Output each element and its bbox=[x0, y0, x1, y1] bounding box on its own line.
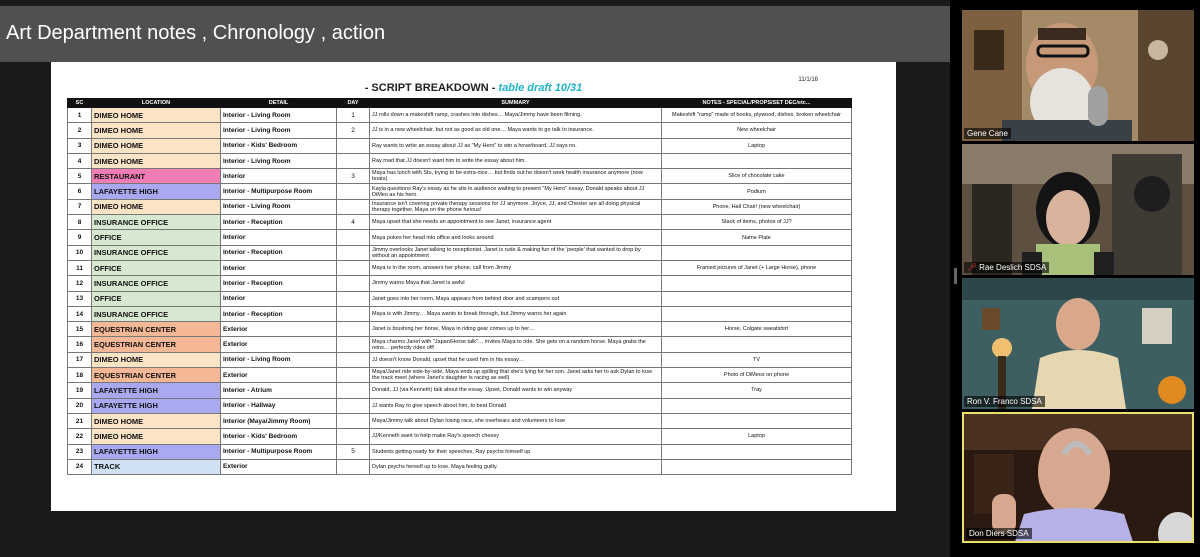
cell-loc: DIMEO HOME bbox=[92, 138, 221, 153]
cell-summary: Students getting ready for their speeches, Ray psychs himself up bbox=[370, 444, 662, 459]
cell-day bbox=[337, 429, 370, 444]
cell-notes: Tray bbox=[662, 383, 852, 398]
share-title-bar bbox=[0, 6, 950, 62]
participant-name-label: Ron V. Franco SDSA bbox=[964, 396, 1045, 407]
cell-detail: Interior bbox=[221, 169, 337, 184]
cell-detail: Interior - Living Room bbox=[221, 199, 337, 214]
cell-loc: EQUESTRIAN CENTER bbox=[92, 322, 221, 337]
cell-detail: Interior - Kids' Bedroom bbox=[221, 138, 337, 153]
cell-loc: DIMEO HOME bbox=[92, 413, 221, 428]
cell-detail: Interior - Reception bbox=[221, 245, 337, 260]
cell-notes: Makeshift "ramp" made of books, plywood, dishes, broken wheelchair bbox=[662, 108, 852, 123]
cell-loc: RESTAURANT bbox=[92, 169, 221, 184]
cell-sc: 10 bbox=[68, 245, 92, 260]
cell-day bbox=[337, 306, 370, 321]
cell-loc: DIMEO HOME bbox=[92, 352, 221, 367]
cell-summary: Janet is brushing her horse, Maya in riding gear comes up to her… bbox=[370, 322, 662, 337]
cell-day bbox=[337, 459, 370, 474]
cell-sc: 17 bbox=[68, 352, 92, 367]
table-row bbox=[68, 352, 852, 367]
cell-sc: 24 bbox=[68, 459, 92, 474]
cell-day bbox=[337, 352, 370, 367]
cell-summary: Maya/Jimmy talk about Dylan losing race, she overhears and volunteers to lose bbox=[370, 413, 662, 428]
cell-summary: Jimmy overlooks Janet talking to receptionist. Janet is rude & making fun of the 'people' that wanted to drop by without an appointment bbox=[370, 245, 662, 260]
cell-loc: EQUESTRIAN CENTER bbox=[92, 337, 221, 352]
cell-summary: Maya is in the room, answers her phone, call from Jimmy bbox=[370, 260, 662, 275]
heading-sub: table draft 10/31 bbox=[498, 82, 583, 94]
cell-notes bbox=[662, 398, 852, 413]
cell-day: 4 bbox=[337, 215, 370, 230]
cell-notes bbox=[662, 459, 852, 474]
cell-summary: Kayla questions Ray's essay as he sits in audience waiting to present "My Hero" essay. Donald speaks about JJ DiMeo as his hero. bbox=[370, 184, 662, 199]
cell-detail: Exterior bbox=[221, 322, 337, 337]
cell-summary: Jimmy warns Maya that Janet is awful bbox=[370, 276, 662, 291]
cell-loc: OFFICE bbox=[92, 260, 221, 275]
cell-day bbox=[337, 199, 370, 214]
cell-loc: INSURANCE OFFICE bbox=[92, 215, 221, 230]
table-row bbox=[68, 413, 852, 428]
cell-summary: JJ/Kenneth want to help make Ray's speech cheesy bbox=[370, 429, 662, 444]
cell-summary: Ray mad that JJ doesn't want him to write the essay about him. bbox=[370, 153, 662, 168]
cell-detail: Interior - Living Room bbox=[221, 108, 337, 123]
cell-summary: Donald, JJ (via Kenneth) talk about the essay. Upset, Donald wants to win anyway bbox=[370, 383, 662, 398]
cell-sc: 5 bbox=[68, 169, 92, 184]
table-row bbox=[68, 429, 852, 444]
cell-loc: TRACK bbox=[92, 459, 221, 474]
cell-notes bbox=[662, 153, 852, 168]
table-row bbox=[68, 138, 852, 153]
cell-summary: Janet goes into her room, Maya appears from behind door and scampers out bbox=[370, 291, 662, 306]
cell-detail: Interior bbox=[221, 230, 337, 245]
cell-sc: 3 bbox=[68, 138, 92, 153]
cell-notes: Photo of DiMeos on phone bbox=[662, 368, 852, 383]
cell-summary: Maya/Janet ride side-by-side, Maya ends up spilling that she's lying for her son. Janet asks her to ask Dylan to lose the track meet (where Janet's daughter is racing as well) bbox=[370, 368, 662, 383]
cell-day bbox=[337, 398, 370, 413]
cell-day: 2 bbox=[337, 123, 370, 138]
cell-sc: 1 bbox=[68, 108, 92, 123]
table-row bbox=[68, 276, 852, 291]
table-row bbox=[68, 383, 852, 398]
cell-sc: 8 bbox=[68, 215, 92, 230]
cell-detail: Interior - Living Room bbox=[221, 123, 337, 138]
table-row bbox=[68, 368, 852, 383]
participant-video-don-diers[interactable] bbox=[962, 412, 1194, 543]
cell-day: 3 bbox=[337, 169, 370, 184]
cell-notes bbox=[662, 306, 852, 321]
video-feed bbox=[962, 10, 1194, 141]
table-row bbox=[68, 123, 852, 138]
cell-notes bbox=[662, 276, 852, 291]
cell-day bbox=[337, 153, 370, 168]
cell-summary: JJ is in a new wheelchair, but not as good as old one… Maya wants to go talk to insurance. bbox=[370, 123, 662, 138]
cell-day bbox=[337, 368, 370, 383]
cell-notes: New wheelchair bbox=[662, 123, 852, 138]
cell-summary: JJ wants Ray to give speech about him, to beat Donald bbox=[370, 398, 662, 413]
cell-detail: Interior - Reception bbox=[221, 215, 337, 230]
cell-day bbox=[337, 322, 370, 337]
table-row bbox=[68, 444, 852, 459]
cell-notes: Framed pictures of Janet (+ Large Horse), phone bbox=[662, 260, 852, 275]
cell-loc: LAFAYETTE HIGH bbox=[92, 398, 221, 413]
cell-detail: Exterior bbox=[221, 459, 337, 474]
table-row bbox=[68, 108, 852, 123]
cell-day bbox=[337, 383, 370, 398]
script-breakdown-document bbox=[51, 62, 896, 511]
cell-sc: 14 bbox=[68, 306, 92, 321]
cell-sc: 20 bbox=[68, 398, 92, 413]
cell-detail: Interior - Living Room bbox=[221, 153, 337, 168]
participant-video-gene-cane[interactable] bbox=[962, 10, 1194, 141]
cell-summary: Maya has lunch with Stu, trying to be extra-nice… but finds out he doesn't work health insurance anymore (now boats) bbox=[370, 169, 662, 184]
cell-sc: 7 bbox=[68, 199, 92, 214]
cell-detail: Exterior bbox=[221, 368, 337, 383]
cell-summary: Maya is with Jimmy… Maya wants to break through, but Jimmy warns her again bbox=[370, 306, 662, 321]
cell-sc: 18 bbox=[68, 368, 92, 383]
cell-loc: DIMEO HOME bbox=[92, 108, 221, 123]
cell-notes bbox=[662, 444, 852, 459]
cell-detail: Interior - Multipurpose Room bbox=[221, 184, 337, 199]
cell-notes bbox=[662, 413, 852, 428]
cell-loc: OFFICE bbox=[92, 291, 221, 306]
participant-name-label: 🎤︎ Rae Deslich SDSA bbox=[964, 262, 1049, 273]
cell-day bbox=[337, 230, 370, 245]
table-row bbox=[68, 322, 852, 337]
cell-summary: Insurance isn't covering private therapy sessions for JJ anymore. Joyce, JJ, and Chester are all doing physical therapy together. Maya on the phone furious! bbox=[370, 199, 662, 214]
cell-sc: 6 bbox=[68, 184, 92, 199]
cell-sc: 4 bbox=[68, 153, 92, 168]
share-title: Art Department notes , Chronology , action bbox=[6, 22, 386, 44]
cell-sc: 23 bbox=[68, 444, 92, 459]
table-row bbox=[68, 459, 852, 474]
cell-summary: Ray wants to write an essay about JJ as "My Hero" to win a hoverboard. JJ says no. bbox=[370, 138, 662, 153]
heading-main: - SCRIPT BREAKDOWN - bbox=[364, 82, 496, 94]
cell-detail: Interior - Multipurpose Room bbox=[221, 444, 337, 459]
column-header: NOTES - SPECIAL/PROPS/SET DEC/etc... bbox=[662, 99, 852, 108]
table-row bbox=[68, 260, 852, 275]
document-date: 11/1/16 bbox=[798, 77, 818, 83]
column-header: DETAIL bbox=[221, 99, 337, 108]
cell-day bbox=[337, 337, 370, 352]
table-header-row bbox=[68, 99, 852, 108]
table-row bbox=[68, 230, 852, 245]
cell-sc: 13 bbox=[68, 291, 92, 306]
cell-day bbox=[337, 276, 370, 291]
cell-loc: DIMEO HOME bbox=[92, 153, 221, 168]
cell-loc: DIMEO HOME bbox=[92, 123, 221, 138]
video-feed bbox=[964, 414, 1194, 543]
cell-detail: Interior - Living Room bbox=[221, 352, 337, 367]
table-row bbox=[68, 291, 852, 306]
cell-sc: 22 bbox=[68, 429, 92, 444]
cell-detail: Interior - Reception bbox=[221, 276, 337, 291]
cell-loc: LAFAYETTE HIGH bbox=[92, 184, 221, 199]
column-header: LOCATION bbox=[92, 99, 221, 108]
cell-summary: Maya pokes her head into office and looks around bbox=[370, 230, 662, 245]
cell-sc: 2 bbox=[68, 123, 92, 138]
cell-detail: Interior - Kids' Bedroom bbox=[221, 429, 337, 444]
cell-sc: 19 bbox=[68, 383, 92, 398]
cell-detail: Interior - Atrium bbox=[221, 383, 337, 398]
cell-notes: TV bbox=[662, 352, 852, 367]
cell-day bbox=[337, 413, 370, 428]
cell-summary: JJ rolls down a makeshift ramp, crashes into dishes… Maya/Jimmy have been filming. bbox=[370, 108, 662, 123]
mic-muted-icon: 🎤︎ bbox=[967, 263, 978, 272]
cell-day: 1 bbox=[337, 108, 370, 123]
cell-notes: Slice of chocolate cake bbox=[662, 169, 852, 184]
table-row bbox=[68, 153, 852, 168]
cell-detail: Interior bbox=[221, 260, 337, 275]
cell-loc: OFFICE bbox=[92, 230, 221, 245]
cell-loc: INSURANCE OFFICE bbox=[92, 306, 221, 321]
cell-sc: 15 bbox=[68, 322, 92, 337]
cell-notes bbox=[662, 337, 852, 352]
table-row bbox=[68, 398, 852, 413]
cell-detail: Interior - Hallway bbox=[221, 398, 337, 413]
cell-detail: Interior bbox=[221, 291, 337, 306]
cell-summary: Dylan psychs herself up to lose. Maya feeling guilty. bbox=[370, 459, 662, 474]
table-row bbox=[68, 184, 852, 199]
cell-day bbox=[337, 138, 370, 153]
cell-notes: Horse, Colgate sweatshirt bbox=[662, 322, 852, 337]
cell-detail: Interior (Maya/Jimmy Room) bbox=[221, 413, 337, 428]
cell-notes: Laptop bbox=[662, 429, 852, 444]
cell-sc: 9 bbox=[68, 230, 92, 245]
cell-notes: Phone, Hall Chair! (new wheelchair) bbox=[662, 199, 852, 214]
cell-day bbox=[337, 260, 370, 275]
cell-detail: Interior - Reception bbox=[221, 306, 337, 321]
cell-notes bbox=[662, 291, 852, 306]
cell-notes bbox=[662, 245, 852, 260]
cell-sc: 12 bbox=[68, 276, 92, 291]
video-feed bbox=[962, 278, 1194, 409]
table-row bbox=[68, 337, 852, 352]
cell-loc: DIMEO HOME bbox=[92, 429, 221, 444]
cell-notes: Podium bbox=[662, 184, 852, 199]
resize-handle[interactable] bbox=[954, 268, 957, 284]
cell-detail: Exterior bbox=[221, 337, 337, 352]
table-row bbox=[68, 245, 852, 260]
participant-name-label: Don Diers SDSA bbox=[966, 528, 1032, 539]
table-row bbox=[68, 215, 852, 230]
column-header: SC bbox=[68, 99, 92, 108]
cell-notes: Laptop bbox=[662, 138, 852, 153]
cell-sc: 16 bbox=[68, 337, 92, 352]
cell-day bbox=[337, 245, 370, 260]
breakdown-table bbox=[67, 98, 852, 475]
cell-loc: LAFAYETTE HIGH bbox=[92, 383, 221, 398]
cell-day: 5 bbox=[337, 444, 370, 459]
cell-summary: Maya charms Janet with "Japan/Horse talk"… invites Maya to ride. She gets on a random horse. Maya grabs the reins… perfectly rides off! bbox=[370, 337, 662, 352]
video-feed bbox=[962, 144, 1194, 275]
cell-notes: Stack of items, photos of JJ? bbox=[662, 215, 852, 230]
cell-sc: 11 bbox=[68, 260, 92, 275]
column-header: DAY bbox=[337, 99, 370, 108]
cell-loc: DIMEO HOME bbox=[92, 199, 221, 214]
cell-loc: EQUESTRIAN CENTER bbox=[92, 368, 221, 383]
participant-video-rae-deslich[interactable] bbox=[962, 144, 1194, 275]
table-row bbox=[68, 199, 852, 214]
cell-summary: Maya upset that she needs an appointment to see Janet, insurance agent bbox=[370, 215, 662, 230]
table-row bbox=[68, 169, 852, 184]
column-header: SUMMARY bbox=[370, 99, 662, 108]
cell-day bbox=[337, 291, 370, 306]
cell-notes: Name Plate bbox=[662, 230, 852, 245]
cell-loc: LAFAYETTE HIGH bbox=[92, 444, 221, 459]
participant-name-label: Gene Cane bbox=[964, 128, 1011, 139]
cell-loc: INSURANCE OFFICE bbox=[92, 245, 221, 260]
cell-loc: INSURANCE OFFICE bbox=[92, 276, 221, 291]
document-heading bbox=[51, 82, 896, 94]
participant-video-ron-v-franco[interactable] bbox=[962, 278, 1194, 409]
table-row bbox=[68, 306, 852, 321]
cell-day bbox=[337, 184, 370, 199]
cell-summary: JJ doesn't know Donald, upset that he used him in his essay… bbox=[370, 352, 662, 367]
cell-sc: 21 bbox=[68, 413, 92, 428]
